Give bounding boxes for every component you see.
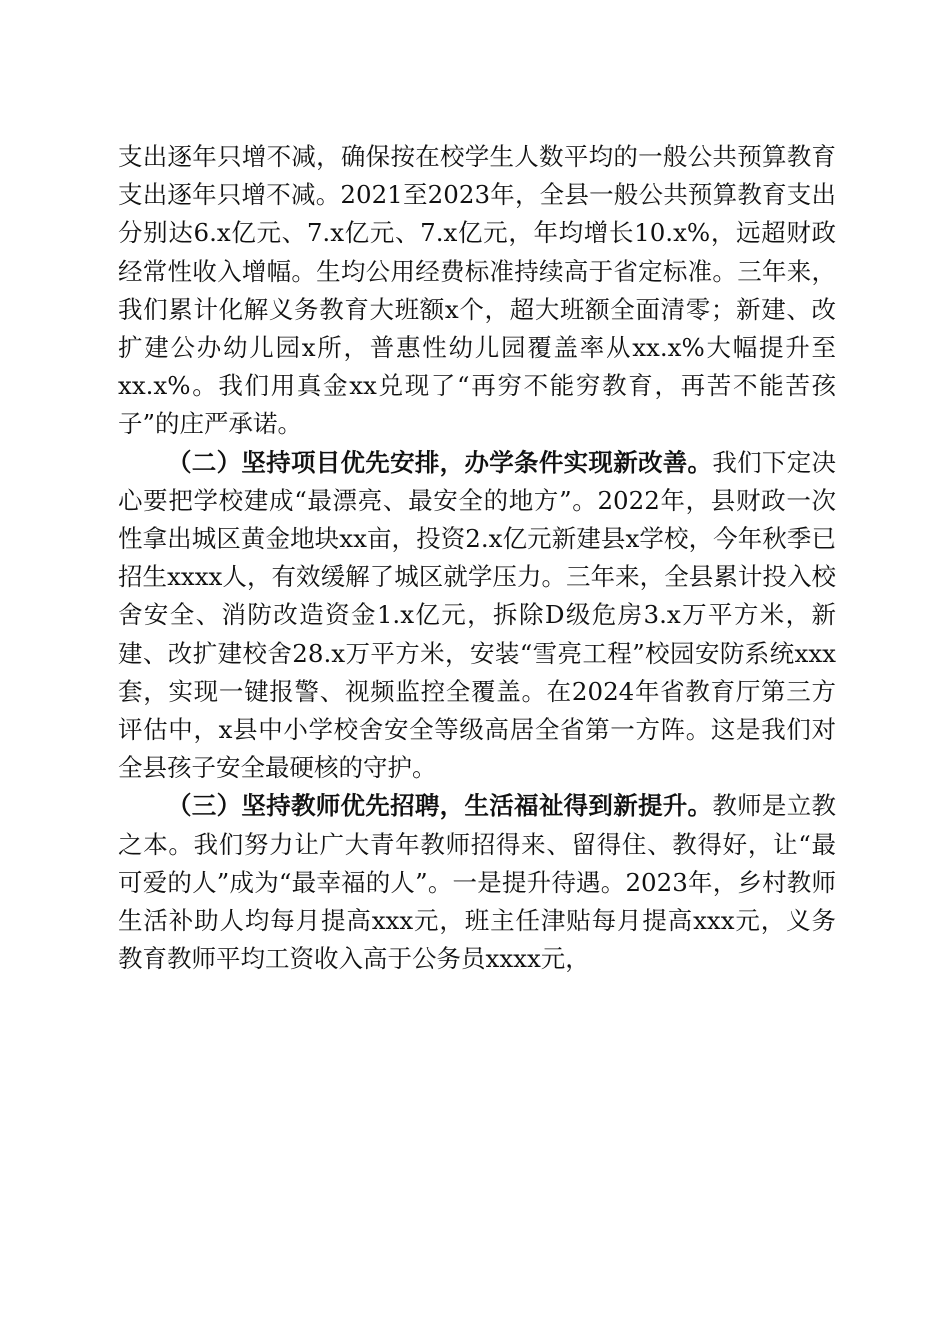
paragraph-section-3 — [118, 787, 836, 978]
document-page — [118, 138, 836, 978]
section-heading: （三）坚持教师优先招聘，生活福祉得到新提升。 — [167, 791, 713, 821]
section-heading: （二）坚持项目优先安排，办学条件实现新改善。 — [167, 447, 713, 477]
paragraph-continued — [118, 138, 836, 444]
paragraph-body: 我们下定决心要把学校建成“最漂亮、最安全的地方”。2022年，县财政一次性拿出城区黄金地块xx亩，投资2.x亿元新建县x学校，今年秋季已招生xxxx人，有效缓解了城区就学压力。三年来，全县累计投入校舍安全、消防改造资金1.x亿元，拆除D级危房3.x万平方米，新建、改扩建校舍28.x万平方米，安装“雪亮工程”校园安防系统xxx套，实现一键报警、视频监控全覆盖。在2024年省教育厅第三方评估中，x县中小学校舍安全等级高居全省第一方阵。这是我们对全县孩子安全最硬核的守护。 — [118, 447, 836, 783]
paragraph-section-2 — [118, 444, 836, 788]
paragraph-body: 教师是立教之本。我们努力让广大青年教师招得来、留得住、教得好，让“最可爱的人”成为“最幸福的人”。一是提升待遇。2023年，乡村教师生活补助人均每月提高xxx元，班主任津贴每月提高xxx元，义务教育教师平均工资收入高于公务员xxxx元， — [118, 791, 836, 974]
paragraph-body: 支出逐年只增不减，确保按在校学生人数平均的一般公共预算教育支出逐年只增不减。2021至2023年，全县一般公共预算教育支出分别达6.x亿元、7.x亿元、7.x亿元，年均增长10.x%，远超财政经常性收入增幅。生均公用经费标准持续高于省定标准。三年来，我们累计化解义务教育大班额x个，超大班额全面清零；新建、改扩建公办幼儿园x所，普惠性幼儿园覆盖率从xx.x%大幅提升至xx.x%。我们用真金xx兑现了“再穷不能穷教育，再苦不能苦孩子”的庄严承诺。 — [118, 142, 836, 439]
